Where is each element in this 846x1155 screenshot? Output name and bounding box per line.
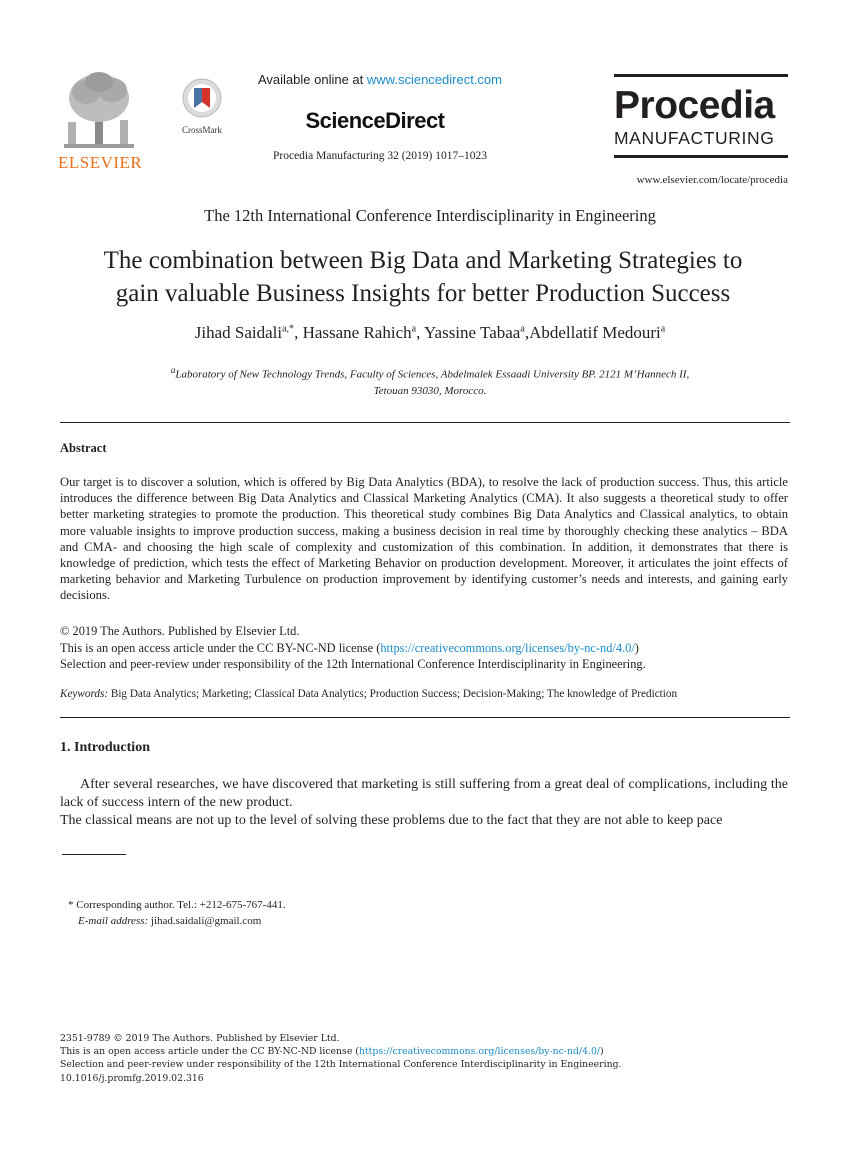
keywords-label: Keywords: (60, 688, 109, 700)
keywords (60, 688, 788, 700)
procedia-subtitle: MANUFACTURING (614, 128, 775, 148)
intro-paragraph-1: After several researches, we have discovered that marketing is still suffering from a great deal of complications, including the lack of success intern of the new product. (60, 777, 788, 810)
sciencedirect-wordmark: ScienceDirect (305, 108, 445, 133)
title-line-2: gain valuable Business Insights for better Production Success (115, 280, 731, 307)
email-label: E-mail address: (78, 915, 149, 927)
abstract-top-rule (60, 422, 790, 423)
footer-license-link[interactable]: https://creativecommons.org/licenses/by-nc-nd/4.0/ (358, 1046, 601, 1058)
crossmark-label: CrossMark (182, 125, 222, 135)
keywords-text: Big Data Analytics; Marketing; Classical Data Analytics; Production Success; Decision-Making; The knowledge of Prediction (108, 688, 678, 700)
introduction-body (60, 776, 788, 830)
elsevier-wordmark: ELSEVIER (58, 153, 143, 172)
paper-title (40, 244, 806, 310)
footer-doi[interactable]: 10.1016/j.promfg.2019.02.316 (60, 1072, 204, 1084)
author-list: Jihad Saidali$^{a,*}$, Hassane Rahich$^a$, Yassine Tabaa$^a$,Abdellatif Medouri$^a$ (194, 323, 666, 342)
abstract-bottom-rule (60, 717, 790, 718)
procedia-name: Procedia (614, 84, 775, 127)
author-name: Yassine Tabaa (423, 323, 521, 342)
copyright-line: © 2019 The Authors. Published by Elsevier Ltd. (60, 624, 300, 638)
peer-review-line: Selection and peer-review under responsibility of the 12th International Conference Interdisciplinarity in Engineering. (60, 657, 646, 671)
elsevier-tree-icon (58, 70, 140, 150)
author-sup: a (411, 323, 417, 335)
author-name: Hassane Rahich (302, 323, 412, 342)
footnote (68, 897, 286, 929)
copyright-block (60, 623, 788, 673)
sciencedirect-link[interactable]: www.sciencedirect.com (366, 72, 502, 87)
affiliation-line-2: Tetouan 93030, Morocco. (373, 384, 487, 397)
footer-peer-review: Selection and peer-review under responsibility of the 12th International Conference Interdisciplinarity in Engineering. (60, 1059, 622, 1071)
license-line: This is an open access article under the CC BY-NC-ND license (https://creativecommons.org/licenses/by-nc-nd/4.0/) (60, 640, 639, 655)
abstract-body: Our target is to discover a solution, which is offered by Big Data Analytics (BDA), to resolve the lack of production success. Thus, this article introduces the difference between Big Data Analytics and Classical Marketing Analytics (CMA). It also suggests a theoretical study to offer better marketing strategies to promote the production. This theoretical study combines Big Data Analytics and Classical analytics, to obtain more valuable insights to improve production success, making a business decision in real time by thoroughly checking these analytics – BDA and CMA- and choosing the high scale of complexity and customization of this combination. In addition, it demonstrates that there is knowledge of prediction, which tests the effect of Marketing Behavior on production development. Moreover, it articulates the joint effects of marketing behavior and Marketing Turbulence on production improvement by identifying customer’s needs and interests, and gaining early decisions. (60, 475, 788, 603)
intro-paragraph-2: The classical means are not up to the level of solving these problems due to the fact that they are not able to keep pace (60, 813, 723, 828)
procedia-bottom-rule (614, 155, 788, 158)
email-address[interactable]: jihad.saidali@gmail.com (148, 915, 262, 927)
affiliation (90, 362, 770, 399)
procedia-top-rule (614, 74, 788, 77)
license-link[interactable]: https://creativecommons.org/licenses/by-nc-nd/4.0/ (380, 640, 635, 655)
procedia-url[interactable]: www.elsevier.com/locate/procedia (636, 174, 788, 186)
footnote-rule (62, 854, 126, 855)
conference-name: The 12th International Conference Interdisciplinarity in Engineering (204, 206, 656, 225)
title-line-1: The combination between Big Data and Marketing Strategies to (103, 247, 743, 274)
author-name: Jihad Saidali (194, 323, 283, 342)
section-heading-introduction: 1. Introduction (60, 740, 150, 755)
journal-citation: Procedia Manufacturing 32 (2019) 1017–1023 (273, 150, 487, 162)
author-sup: a,* (282, 323, 295, 335)
footer-license: This is an open access article under the CC BY-NC-ND license (https://creativecommons.org/licenses/by-nc-nd/4.0/) (60, 1046, 604, 1058)
affiliation-sup: a (170, 365, 176, 375)
abstract-heading: Abstract (60, 441, 107, 455)
author-name: Abdellatif Medouri (529, 323, 661, 342)
footer-issn: 2351-9789 © 2019 The Authors. Published by Elsevier Ltd. (60, 1033, 340, 1044)
available-online (200, 72, 560, 87)
corresponding-author: * Corresponding author. Tel.: +212-675-767-441. (68, 899, 286, 911)
available-prefix: Available online at (257, 72, 367, 87)
elsevier-logo (58, 70, 143, 172)
affiliation-line-1: Laboratory of New Technology Trends, Faculty of Sciences, Abdelmalek Essaadi University BP. 2121 M’Hannech II, (175, 368, 690, 381)
author-sup: a (660, 323, 666, 335)
page-footer (60, 1032, 800, 1085)
procedia-logo (614, 74, 788, 158)
author-sup: a (520, 323, 525, 335)
